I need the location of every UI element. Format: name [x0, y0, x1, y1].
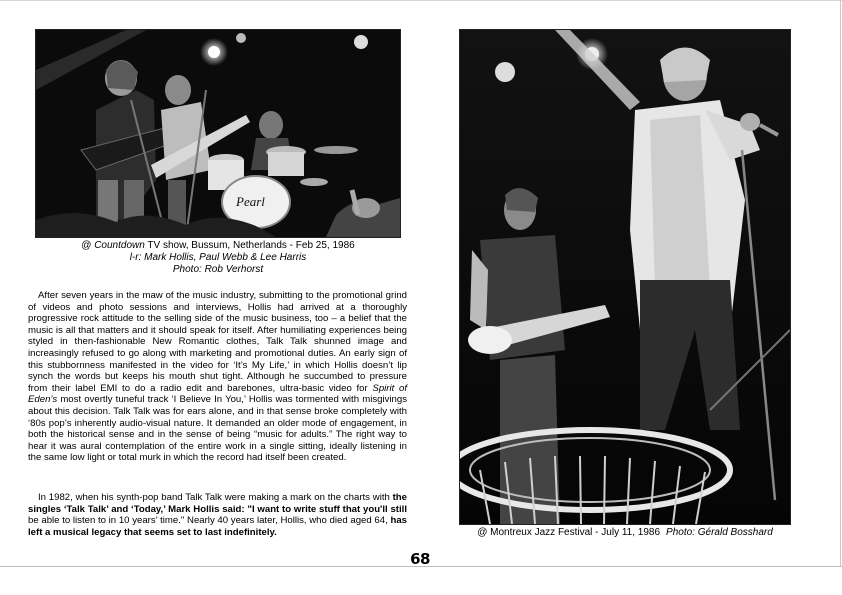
drum-logo: Pearl — [236, 194, 265, 209]
countdown-photo-graphic — [36, 30, 400, 237]
article-paragraph-1 — [28, 290, 407, 464]
page-number: 68 — [410, 550, 430, 568]
para1-text-b: most overtly tuneful track ‘I Believe In You,’ Hollis was tormented with misgivings about this decision. Talk Talk was for ears alone, and in that sense broke completely with ‘80s pop’s inherently audio-visual nature. It demanded an older mode of engagement, in both the historical sense and in the sense of being “music for adults.” The right way to hear it was aural contemplation of the entire work in a single sitting, ideally listening in the same low light or total murk in which the record had itself been created. — [28, 394, 407, 464]
caption-people: l-r: Mark Hollis, Paul Webb & Lee Harris — [129, 252, 307, 263]
caption-prefix: @ — [81, 240, 95, 251]
montreux-concert-photo — [459, 29, 791, 525]
caption-location-line — [35, 240, 401, 252]
para1-album-title: Spirit of Eden’s — [28, 382, 407, 406]
countdown-photo-caption — [35, 240, 401, 276]
caption-show-name: Countdown — [94, 240, 145, 251]
para2-quote-bold: the singles ‘Talk Talk’ and ‘Today,’ Mark Hollis said: "I want to write stuff that you'll still — [28, 492, 407, 515]
article-paragraph-2 — [28, 492, 407, 538]
para2-text-a: In 1982, when his synth-pop band Talk Talk were making a mark on the charts with — [38, 492, 393, 503]
para2-closing-bold: has left a musical legacy that seems set to last indefinitely. — [28, 515, 407, 538]
countdown-concert-photo — [35, 29, 401, 238]
para2-text-b: be able to listen to in 10 years’ time." Nearly 40 years later, Hollis, who died aged 64, — [28, 515, 391, 527]
caption-location: TV show, Bussum, Netherlands - Feb 25, 1986 — [144, 240, 355, 251]
para1-text-a: After seven years in the maw of the music industry, submitting to the promotional grind of videos and photo sessions and interviews, Hollis had arrived at a thoroughly progressive rock attitude to the selling side of the music business, too – a belief that the music is all that matters and it should speak for itself. After humiliating experiences being styled in then-fashionable New Romantic clothes, Talk Talk shunned image and increasingly refused to go along with marketing and promotional duties. An early sign of this stubbornness manifested in the video for ‘It’s My Life,’ in which Hollis doesn’t lip synch the words but keeps his mouth shut tight. Although he succumbed to pressure from their label EMI to do a radio edit and barebones, ultra-basic video for — [28, 290, 407, 394]
montreux-photo-credit: Photo: Gérald Bosshard — [666, 527, 773, 538]
montreux-caption-text: @ Montreux Jazz Festival - July 11, 1986 — [477, 527, 661, 538]
montreux-photo-graphic — [460, 30, 790, 524]
montreux-photo-caption — [459, 527, 791, 539]
caption-photo-credit: Photo: Rob Verhorst — [172, 264, 264, 275]
